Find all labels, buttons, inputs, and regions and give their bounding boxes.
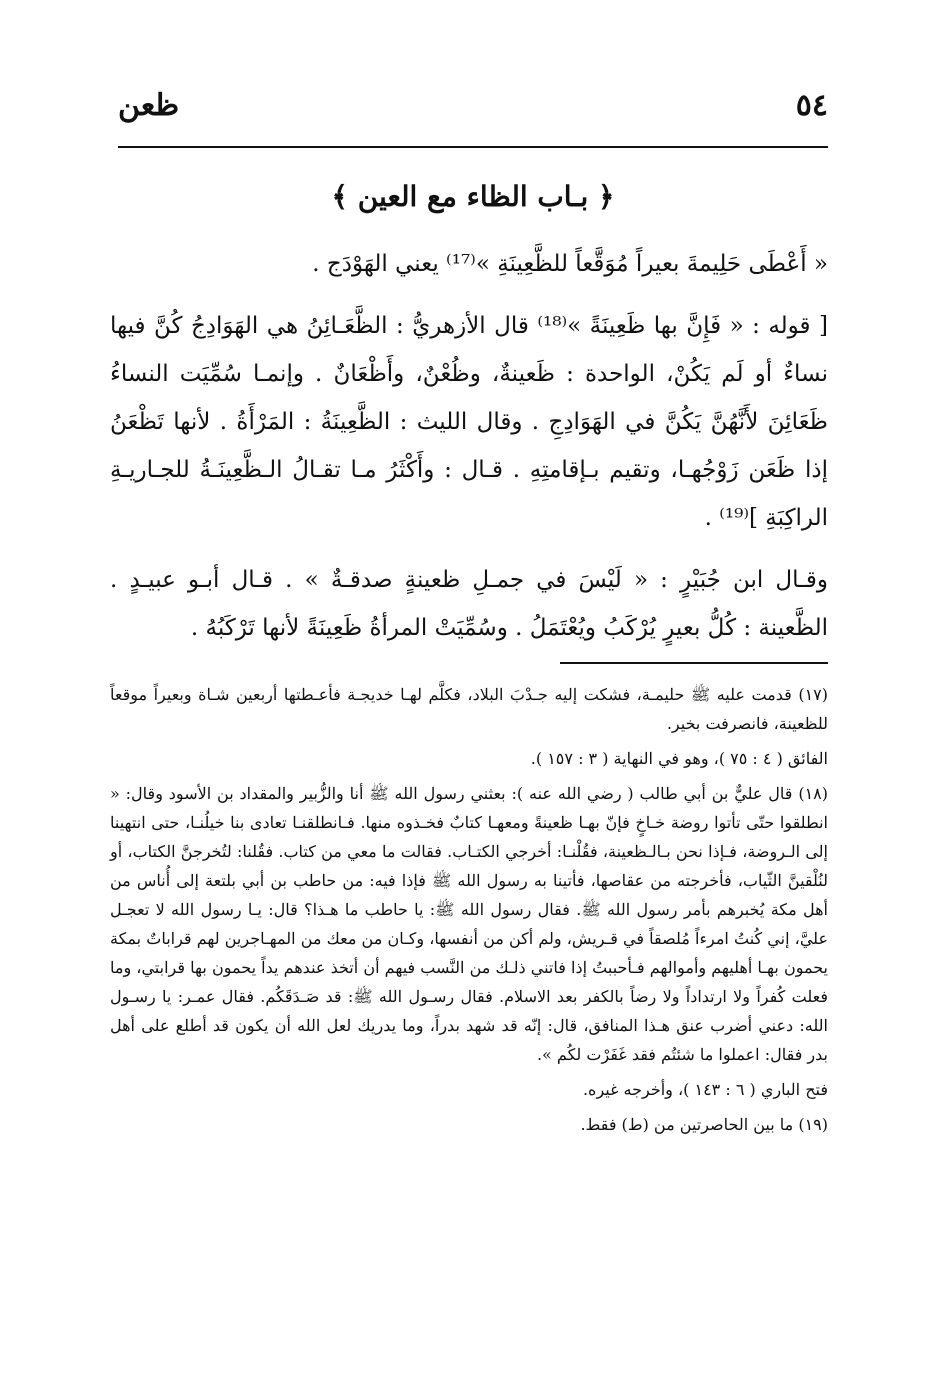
entry-paragraph-1: « أَعْطَى حَلِيمةَ بعيراً مُوَقَّعاً للظَّعِينَةِ »⁽¹⁷⁾ يعني الهَوْدَج .	[312, 251, 828, 277]
page-header	[118, 78, 828, 138]
footnote-19: (١٩) ما بين الحاصرتين من (ط) فقط.	[580, 1115, 828, 1134]
footnote-18: (١٨) قال عليٌّ بن أبي طالب ( رضي الله عنه ): بعثني رسول الله ﷺ أنا والزُّبير والمقداد بن الأسود وقال: « انطلقوا حتّى تأتوا روضة خـاخٍ فإنّ بهـا ظعينةً ومعهـا كتابٌ فخـذوه منها. فـانطلقنـا تعادى بنا خيلُنـا، حتى انتهينا إلى الـروضة، فـإذا نحن بـالـظعينة، فقُلْنـا: أخرجي الكتـاب. فقالت ما معي من كتاب. فقُلنا: لتُخرجنَّ الكتاب، أو لنُلْقينَّ الثّياب، فأخرجته من عقاصها، فأتينا به رسول الله ﷺ فإذا فيه: من حاطب بن أبي بلتعة إلى أُناس من أهل مكة يُخبرهم بأمر رسول الله ﷺ. فقال رسول الله ﷺ: يا حاطب ما هـذا؟ قال: يـا رسول الله لا تعجـل عليَّ، إني كُنتُ امرءاً مُلصقاً في قـريش، ولم أكن من أنفسها، وكـان من معك من المهـاجرين لهم قراباتٌ بمكة يحمون بهـا أهليهم وأموالهم فـأحببتُ إذا فاتني ذلـك من النَّسب فيهم أن أتخذ عندهم يداً يحمون بها قرابتي، وما فعلت كُفراً ولا ارتداداً ولا رضاً بالكفر بعد الاسلام. فقال رسـول الله ﷺ: قد صَـدَقَكُم. فقال عمـر: يا رسـول الله: دعني أضرب عنق هـذا المنافق، قال: إنّه قد شهد بدراً، وما يدريك لعل الله أن يكون قد أطلع على أهل بدر فقال: اعملوا ما شئتُم فقد غَفَرْت لكُم ».	[110, 784, 829, 1064]
main-text	[110, 240, 828, 666]
footnote-17-source: الفائق ( ٤ : ٧٥ )، وهو في النهاية ( ٣ : ١٥٧ ).	[530, 749, 828, 768]
footnotes	[110, 680, 828, 1145]
footnote-divider	[560, 662, 828, 664]
entry-paragraph-2: [ قوله : « فَإِنَّ بها ظَعِينَةً »⁽¹⁸⁾ قال الأزهريُّ : الظَّعَـائِنُ هي الهَوَادِجُ كُنَّ فيها نساءٌ أو لَم يَكُنْ، الواحدة : ظَعينةٌ، وظُعْنٌ، وأَظْعَانٌ . وإنمـا سُمِّيَت النساءُ ظَعَائِنَ لأَنَّهُنَّ يَكُنَّ في الهَوَادِجِ . وقال الليث : الظَّعِينَةُ : المَرْأَةُ . لأنها تَظْعَنُ إذا ظَعَن زَوْجُهـا، وتقيم بـإقامتِهِ . قـال : وأَكْثَرُ مـا تقـالُ الـظَّعِينَـةُ للجـاريـةِ الراكِبَةِ ]⁽¹⁹⁾ .	[110, 313, 828, 531]
page-number: ٥٤	[795, 88, 828, 123]
header-divider	[118, 146, 828, 148]
entry-paragraph-3: وقـال ابن جُبَيْرٍ : « لَيْسَ في جمـلِ ظعينةٍ صدقـةٌ » . قـال أبـو عبيـدٍ . الظَّعينة : كُلُّ بعيرٍ يُرْكَبُ ويُعْتَمَلُ . وسُمِّيَتْ المرأةُ ظَعِينَةً لأنها تَرْكَبُهُ .	[110, 567, 828, 641]
section-title: ﴿ بـاب الظاء مع العين ﴾	[331, 180, 615, 213]
running-head: ظعن	[118, 88, 180, 123]
footnote-17: (١٧) قدمت عليه ﷺ حليمـة، فشكت إليه جـدْبَ البلاد، فكلَّم لهـا خديجـة فأعـطتها أربعين شـاة وبعيراً موقعاً للظعينة، فانصرفت بخير.	[110, 685, 828, 733]
footnote-18-source: فتح الباري ( ٦ : ١٤٣ )، وأخرجه غيره.	[582, 1080, 828, 1099]
